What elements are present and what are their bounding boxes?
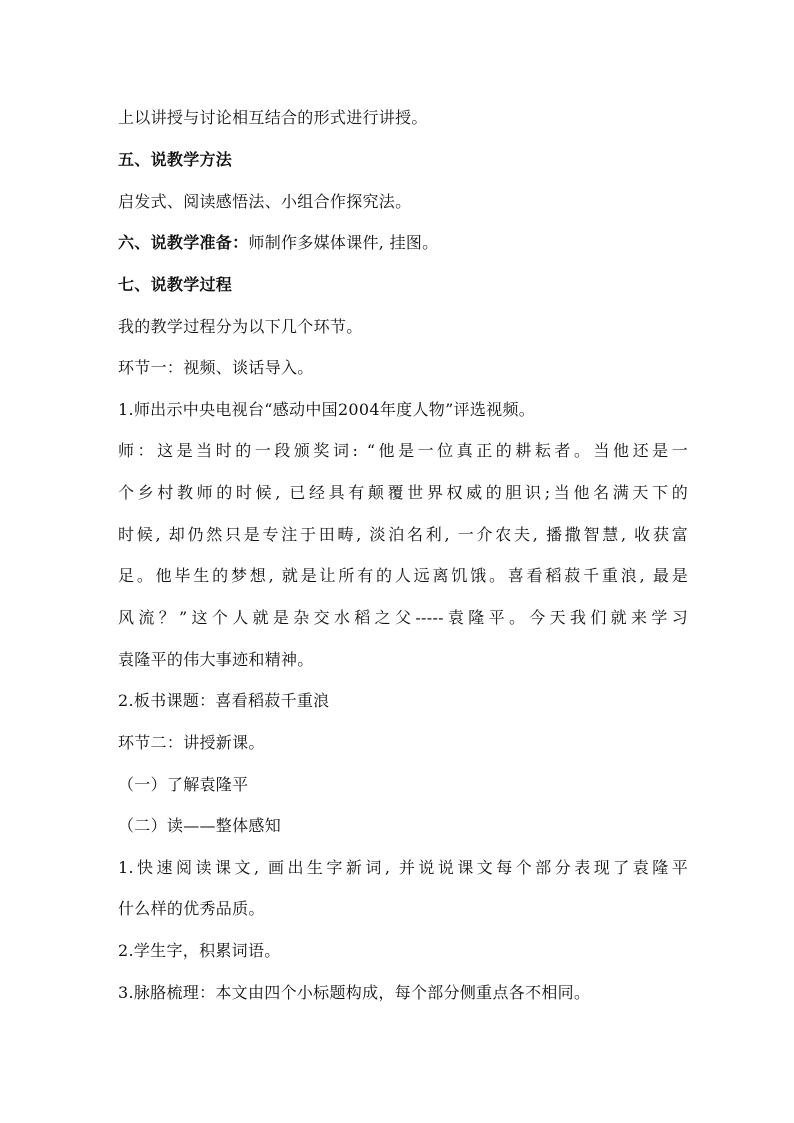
subsection-line: （二）读——整体感知 [118,816,282,835]
body-line: 我的教学过程分为以下几个环节。 [118,317,363,336]
paragraph-line: 师：这是当时的一段颁奖词: “他是一位真正的耕耘者。当他还是一 [118,441,688,460]
body-line: 环节一：视频、谈话导入。 [118,358,314,377]
body-line: 2.板书课题：喜看稻菽千重浪 [118,691,330,710]
body-line: 启发式、阅读感悟法、小组合作探究法。 [118,192,412,211]
body-line: 1.师出示中央电视台“感动中国2004年度人物”评选视频。 [118,400,536,419]
body-line: 2.学生字，积累词语。 [118,941,281,960]
paragraph-line: 足。他毕生的梦想, 就是让所有的人远离饥饿。喜看稻菽千重浪, 最是 [118,566,688,585]
paragraph-line: 1.快速阅读课文, 画出生字新词, 并说说课文每个部分表现了袁隆平 [118,858,688,877]
paragraph-line: 风流？”这个人就是杂交水稻之父-----袁隆平。今天我们就来学习 [118,608,688,627]
subsection-line: （一）了解袁隆平 [118,775,249,794]
section-heading-preparation [118,233,688,253]
paragraph-line: 个乡村教师的时候, 已经具有颠覆世界权威的胆识;当他名满天下的 [118,483,688,502]
paragraph-line: 时候, 却仍然只是专注于田畴, 淡泊名利, 一介农夫, 播撒智慧, 收获富 [118,525,688,544]
paragraph-line: 什么样的优秀品质。 [118,899,265,918]
body-line: 环节二：讲授新课。 [118,733,265,752]
section-heading-label: 六、说教学准备： [118,233,249,252]
section-heading-methods: 五、说教学方法 [118,150,233,169]
paragraph-line: 袁隆平的伟大事迹和精神。 [118,650,314,669]
section-heading-process: 七、说教学过程 [118,275,233,294]
body-line: 3.脉胳梳理：本文由四个小标题构成，每个部分侧重点各不相同。 [118,983,591,1002]
section-heading-text: 师制作多媒体课件, 挂图。 [248,233,439,252]
body-line: 上以讲授与讨论相互结合的形式进行讲授。 [118,108,428,127]
